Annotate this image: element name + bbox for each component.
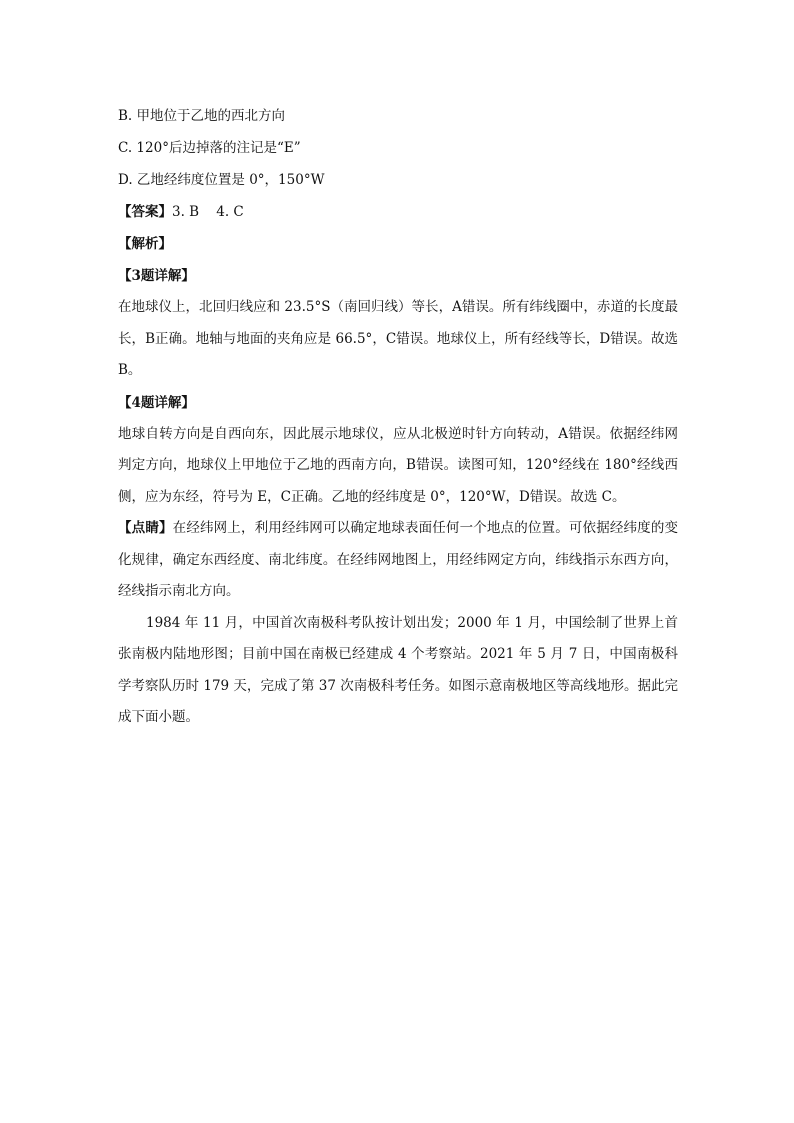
option-b: B. 甲地位于乙地的西北方向 bbox=[118, 108, 286, 124]
document-page bbox=[118, 100, 678, 734]
q4-explanation: 地球自转方向是自西向东，因此展示地球仪，应从北极逆时针方向转动，A错误。依据经纬网判定方向，地球仪上甲地位于乙地的西南方向，B错误。读图可知，120°经线在 180°经线西侧，应为东经，符号为 E，C正确。乙地的经纬度是 0°，120°W，D错误。故选 C。 bbox=[118, 425, 678, 505]
answer-value: 3. B 4. C bbox=[172, 204, 244, 220]
q4-label: 【4题详解】 bbox=[118, 394, 195, 411]
answer-line bbox=[118, 196, 678, 228]
option-c: C. 120°后边掉落的注记是“E” bbox=[118, 140, 301, 156]
tip-label: 【点睛】 bbox=[118, 520, 173, 536]
tip-text: 在经纬网上，利用经纬网可以确定地球表面任何一个地点的位置。可依据经纬度的变化规律，确定东西经度、南北纬度。在经纬网地图上，用经纬网定方向，纬线指示东西方向，经线指示南北方向。 bbox=[118, 520, 679, 599]
tip-paragraph bbox=[118, 513, 678, 608]
analysis-label: 【解析】 bbox=[118, 236, 172, 252]
q3-label: 【3题详解】 bbox=[118, 268, 195, 284]
intro-paragraph: 1984 年 11 月，中国首次南极科考队按计划出发；2000 年 1 月，中国绘制了世界上首张南极内陆地形图；目前中国在南极已经建成 4 个考察站。2021 年 5 月 7 日，中国南极科学考察队历时 179 天，完成了第 37 次南极科考任务。如图示意南极地区等高线地形。据此完成下面小题。 bbox=[118, 614, 678, 725]
answer-label: 【答案】 bbox=[118, 204, 172, 220]
q3-explanation: 在地球仪上，北回归线应和 23.5°S（南回归线）等长，A错误。所有纬线圈中，赤道的长度最长，B正确。地轴与地面的夹角应是 66.5°，C错误。地球仪上，所有经线等长，D错误。故选 B。 bbox=[118, 299, 678, 378]
option-d: D. 乙地经纬度位置是 0°，150°W bbox=[118, 172, 325, 188]
